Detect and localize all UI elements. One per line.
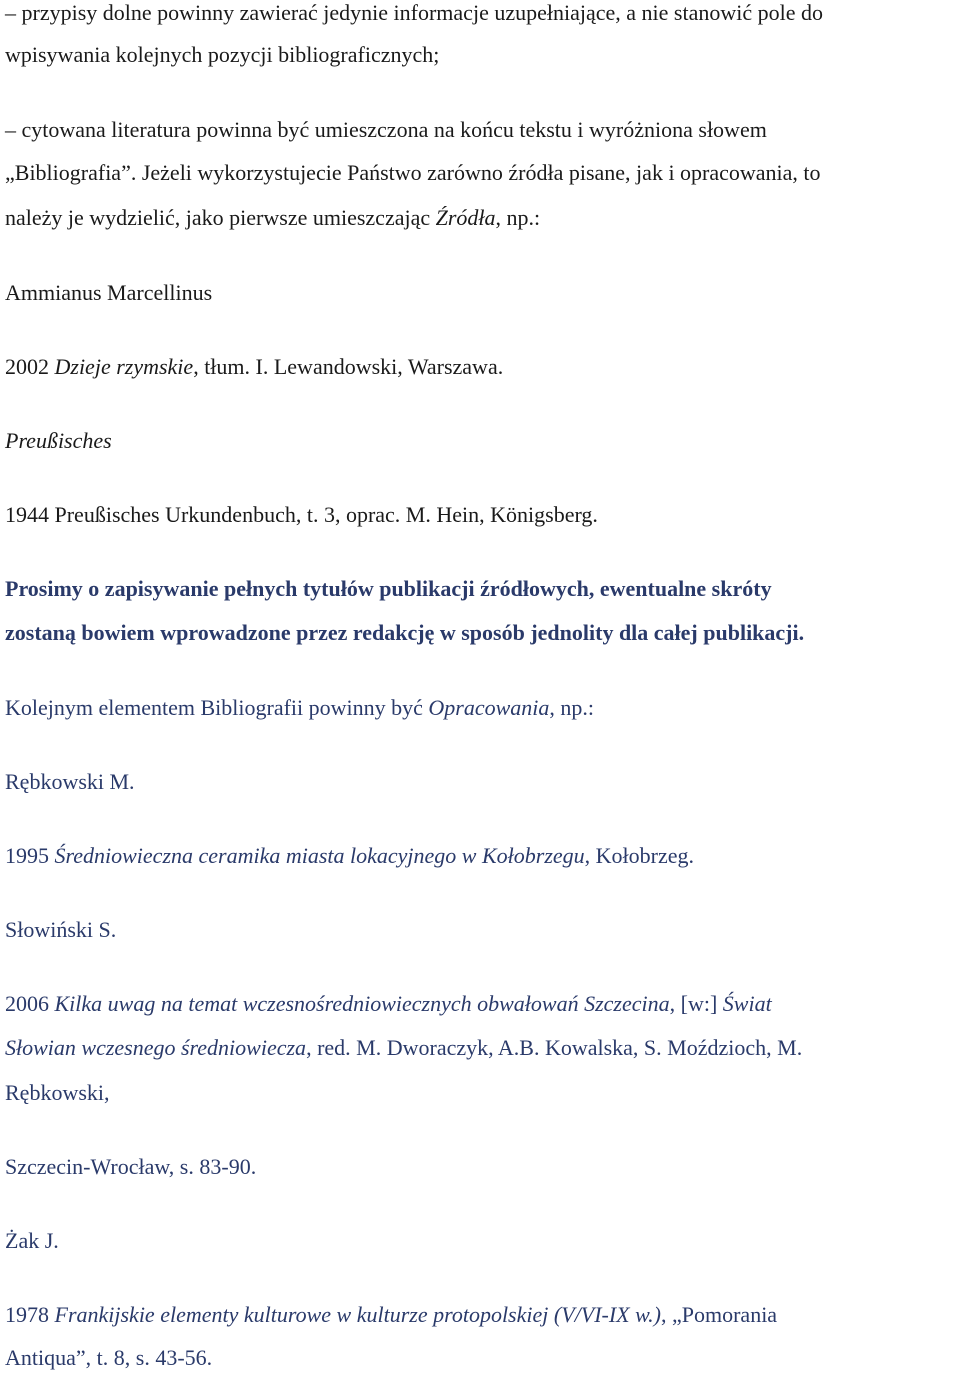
- source-title: Dzieje rzymskie: [54, 354, 194, 379]
- study-details: , [w:]: [669, 991, 723, 1016]
- study-year: 1978: [5, 1302, 55, 1327]
- source-details: , tłum. I. Lewandowski, Warszawa.: [193, 354, 504, 379]
- notice-line-2: zostaną bowiem wprowadzone przez redakcję w sposób jednolity dla całej publikacji.: [5, 620, 805, 645]
- bibliography-rule-line-3: [5, 205, 540, 231]
- notice-line-1: Prosimy o zapisywanie pełnych tytułów publikacji źródłowych, ewentualne skróty: [5, 576, 772, 601]
- study-entry-line-1: [5, 1302, 777, 1328]
- text-segment: należy je wydzielić, jako pierwsze umieszczając: [5, 205, 436, 230]
- study-year: 2006: [5, 991, 55, 1016]
- text-segment: , np.:: [495, 205, 541, 230]
- bibliography-rule-line-1: – cytowana literatura powinna być umieszczona na końcu tekstu i wyróżniona słowem: [5, 117, 767, 142]
- study-entry-line-1: [5, 991, 772, 1017]
- sources-term: Źródła: [435, 205, 496, 230]
- source-year: 2002: [5, 354, 49, 379]
- study-details: , red. M. Dworaczyk, A.B. Kowalska, S. Moździoch, M.: [306, 1035, 803, 1060]
- study-title: Kilka uwag na temat wczesnośredniowiecznych obwałowań Szczecina: [54, 991, 670, 1016]
- study-entry-line-2: [5, 1035, 802, 1061]
- study-author: Rębkowski M.: [5, 769, 135, 794]
- study-title: Frankijskie elementy kulturowe w kulturze protopolskiej (V/VI-IX w.): [54, 1302, 661, 1327]
- study-details: , „Pomorania: [660, 1302, 778, 1327]
- source-entry: 1944 Preußisches Urkundenbuch, t. 3, oprac. M. Hein, Königsberg.: [5, 502, 598, 527]
- studies-term: Opracowania: [428, 695, 550, 720]
- study-entry-line-2: Antiqua”, t. 8, s. 43-56.: [5, 1345, 213, 1370]
- text-segment: Kolejnym elementem Bibliografii powinny być: [5, 695, 429, 720]
- studies-intro: [5, 695, 594, 721]
- source-entry: [5, 354, 503, 380]
- bibliography-rule-line-2: „Bibliografia”. Jeżeli wykorzystujecie Państwo zarówno źródła pisane, jak i opracowania, to: [5, 160, 821, 185]
- collection-title-start: Świat: [722, 991, 772, 1016]
- study-entry: [5, 843, 694, 869]
- collection-title-end: Słowian wczesnego średniowiecza: [5, 1035, 307, 1060]
- source-author: [5, 428, 112, 454]
- study-details: , Kołobrzeg.: [584, 843, 695, 868]
- study-year: 1995: [5, 843, 55, 868]
- study-entry-line-3: Rębkowski,: [5, 1080, 110, 1105]
- text-segment: , np.:: [549, 695, 595, 720]
- footnotes-rule-line-2: wpisywania kolejnych pozycji bibliograficznych;: [5, 42, 440, 67]
- study-author: Żak J.: [5, 1228, 59, 1253]
- study-title: Średniowieczna ceramika miasta lokacyjnego w Kołobrzegu: [54, 843, 585, 868]
- footnotes-rule-line-1: – przypisy dolne powinny zawierać jedynie informacje uzupełniające, a nie stanowić pole do: [5, 0, 823, 25]
- source-author: Ammianus Marcellinus: [5, 280, 213, 305]
- study-entry-line-4: Szczecin-Wrocław, s. 83-90.: [5, 1154, 257, 1179]
- source-author-name: Preußisches: [5, 428, 112, 453]
- study-author: Słowiński S.: [5, 917, 117, 942]
